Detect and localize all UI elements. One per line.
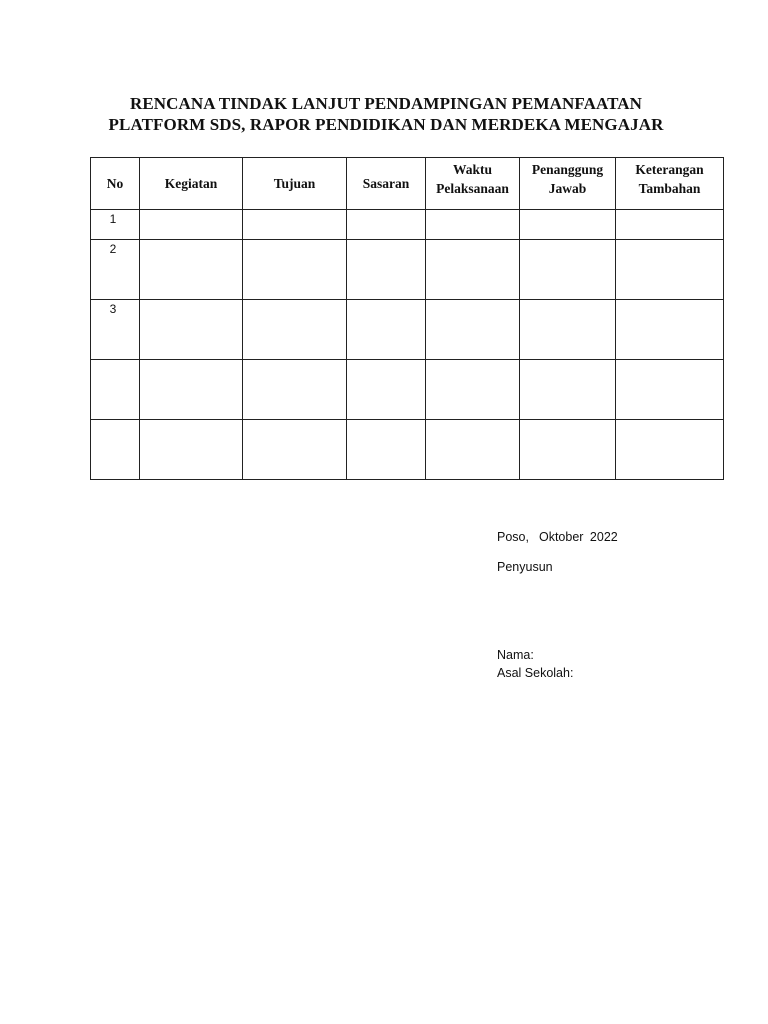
header-tujuan: Tujuan [243, 158, 347, 210]
table-row [91, 360, 724, 420]
row-number: 2 [91, 240, 140, 300]
signature-role: Penyusun [497, 560, 553, 574]
cell-tujuan [243, 360, 347, 420]
cell-waktu [426, 300, 520, 360]
header-keterangan-tambahan [616, 158, 724, 210]
cell-waktu [426, 240, 520, 300]
table-row [91, 240, 724, 300]
header-sasaran: Sasaran [347, 158, 426, 210]
cell-keterangan [616, 210, 724, 240]
signature-month: Oktober [538, 530, 584, 544]
table-header-row [91, 158, 724, 210]
cell-waktu [426, 360, 520, 420]
cell-keterangan [616, 300, 724, 360]
row-number [91, 420, 140, 480]
cell-waktu [426, 210, 520, 240]
cell-kegiatan [140, 360, 243, 420]
cell-sasaran [347, 420, 426, 480]
row-number: 3 [91, 300, 140, 360]
row-number: 1 [91, 210, 140, 240]
header-waktu-line2: Pelaksanaan [436, 181, 509, 196]
cell-kegiatan [140, 210, 243, 240]
header-keterangan-line2: Tambahan [638, 181, 701, 196]
action-plan-table [90, 157, 724, 480]
cell-waktu [426, 420, 520, 480]
cell-penanggung [520, 240, 616, 300]
cell-penanggung [520, 360, 616, 420]
signature-year: 2022 [589, 530, 618, 544]
cell-penanggung [520, 420, 616, 480]
signature-name-label: Nama: [497, 648, 534, 662]
signature-city: Poso, [497, 530, 529, 544]
signature-school-label: Asal Sekolah: [497, 666, 574, 680]
header-no: No [91, 158, 140, 210]
cell-sasaran [347, 240, 426, 300]
title-line-1: RENCANA TINDAK LANJUT PENDAMPINGAN PEMANFAATAN [129, 94, 643, 113]
header-penanggung-line1: Penanggung [531, 162, 604, 177]
signature-place-date [497, 530, 618, 544]
header-penanggung-jawab [520, 158, 616, 210]
cell-sasaran [347, 300, 426, 360]
cell-kegiatan [140, 240, 243, 300]
cell-keterangan [616, 240, 724, 300]
header-keterangan-line1: Keterangan [635, 162, 704, 177]
cell-penanggung [520, 300, 616, 360]
cell-keterangan [616, 420, 724, 480]
cell-sasaran [347, 210, 426, 240]
cell-tujuan [243, 420, 347, 480]
header-waktu-pelaksanaan [426, 158, 520, 210]
header-waktu-line1: Waktu [452, 162, 493, 177]
cell-keterangan [616, 360, 724, 420]
cell-tujuan [243, 240, 347, 300]
cell-tujuan [243, 300, 347, 360]
table-row [91, 300, 724, 360]
cell-sasaran [347, 360, 426, 420]
title-line-2: PLATFORM SDS, RAPOR PENDIDIKAN DAN MERDEKA MENGAJAR [108, 115, 664, 134]
cell-penanggung [520, 210, 616, 240]
cell-kegiatan [140, 300, 243, 360]
document-title [60, 93, 712, 135]
row-number [91, 360, 140, 420]
table-row [91, 420, 724, 480]
header-kegiatan: Kegiatan [140, 158, 243, 210]
cell-kegiatan [140, 420, 243, 480]
cell-tujuan [243, 210, 347, 240]
table-row [91, 210, 724, 240]
header-penanggung-line2: Jawab [548, 181, 587, 196]
